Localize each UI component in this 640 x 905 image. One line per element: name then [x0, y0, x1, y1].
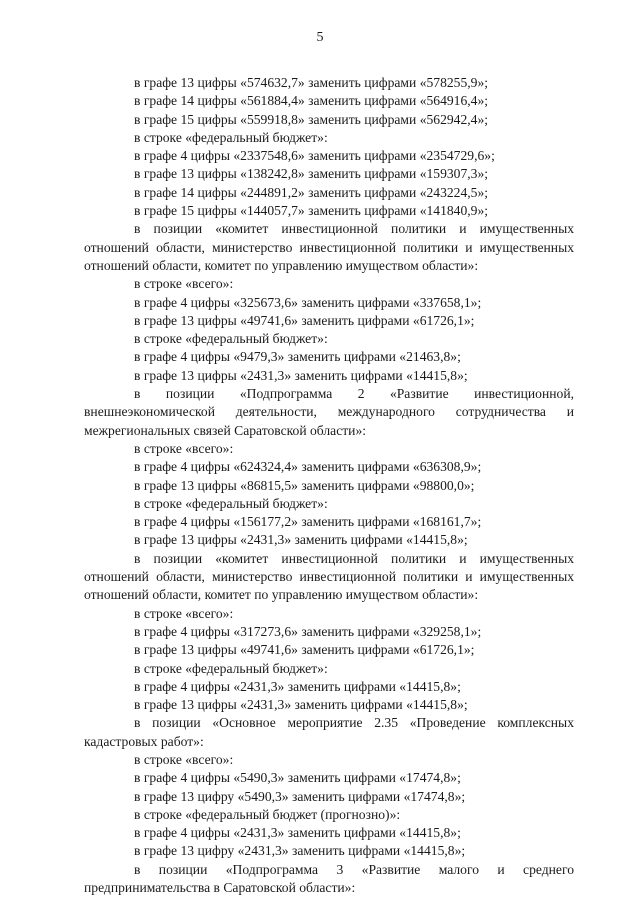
amendment-line: в графе 14 цифры «561884,4» заменить цифрами «564916,4»;: [134, 93, 489, 109]
amendment-line: в графе 4 цифры «2337548,6» заменить цифрами «2354729,6»;: [134, 148, 495, 164]
row-heading-line: в строке «федеральный бюджет»:: [134, 129, 328, 145]
amendment-line: в графе 13 цифры «574632,7» заменить цифрами «578255,9»;: [134, 75, 489, 90]
amendment-line: в графе 4 цифры «9479,3» заменить цифрами «21463,8»;: [134, 349, 461, 365]
row-heading-line: в строке «федеральный бюджет»:: [134, 331, 328, 347]
amendment-line: в графе 4 цифры «156177,2» заменить цифрами «168161,7»;: [134, 514, 482, 530]
amendment-line: в графе 4 цифры «325673,6» заменить цифрами «337658,1»;: [134, 294, 482, 310]
amendment-line: в графе 4 цифры «2431,3» заменить цифрами «14415,8»;: [134, 678, 461, 694]
amendment-line: в графе 4 цифры «317273,6» заменить цифрами «329258,1»;: [134, 623, 482, 639]
amendment-line: в графе 14 цифры «244891,2» заменить цифрами «243224,5»;: [134, 184, 489, 200]
amendment-line: в графе 15 цифры «144057,7» заменить цифрами «141840,9»;: [134, 203, 489, 219]
row-heading-line: в строке «всего»:: [134, 440, 234, 456]
amendment-line: в графе 13 цифры «138242,8» заменить цифрами «159307,3»;: [134, 166, 489, 182]
amendment-line: в графе 13 цифры «86815,5» заменить цифрами «98800,0»;: [134, 477, 475, 493]
amendment-line: в графе 13 цифры «2431,3» заменить цифрами «14415,8»;: [134, 697, 468, 713]
position-paragraph: в позиции «Основное мероприятие 2.35 «Проведение комплексных кадастровых работ»:: [84, 715, 574, 749]
row-heading-line: в строке «федеральный бюджет»:: [134, 495, 328, 511]
position-paragraph: в позиции «комитет инвестиционной политики и имущественных отношений области, министерство инвестиционной политики и имущественных отношений области, комитет по управлению имуществом области»:: [84, 221, 574, 273]
amendment-line: в графе 4 цифры «5490,3» заменить цифрами «17474,8»;: [134, 770, 461, 786]
position-paragraph: в позиции «комитет инвестиционной политики и имущественных отношений области, министерство инвестиционной политики и имущественных отношений области, комитет по управлению имуществом области»:: [84, 550, 574, 603]
page-number: 5: [316, 30, 324, 45]
amendment-line: в графе 13 цифры «2431,3» заменить цифрами «14415,8»;: [134, 532, 468, 548]
position-paragraph: в позиции «Подпрограмма 2 «Развитие инвестиционной, внешнеэкономической деятельности, международного сотрудничества и межрегиональных связей Саратовской области»:: [84, 386, 574, 438]
amendment-line: в графе 13 цифры «49741,6» заменить цифрами «61726,1»;: [134, 312, 475, 328]
row-heading-line: в строке «федеральный бюджет (прогнозно)»:: [134, 806, 401, 822]
amendment-line: в графе 13 цифры «2431,3» заменить цифрами «14415,8»;: [134, 367, 468, 383]
amendment-line: в графе 4 цифры «2431,3» заменить цифрами «14415,8»;: [134, 825, 461, 841]
amendment-line: в графе 13 цифру «5490,3» заменить цифрами «17474,8»;: [134, 788, 466, 804]
row-heading-line: в строке «всего»:: [134, 751, 234, 767]
document-body: [84, 74, 574, 897]
row-heading-line: в строке «всего»:: [134, 605, 234, 621]
amendment-line: в графе 13 цифру «2431,3» заменить цифрами «14415,8»;: [134, 843, 466, 859]
row-heading-line: в строке «федеральный бюджет»:: [134, 660, 328, 676]
amendment-line: в графе 15 цифры «559918,8» заменить цифрами «562942,4»;: [134, 111, 489, 127]
amendment-line: в графе 13 цифры «49741,6» заменить цифрами «61726,1»;: [134, 642, 475, 658]
amendment-line: в графе 4 цифры «624324,4» заменить цифрами «636308,9»;: [134, 459, 482, 475]
position-paragraph: в позиции «Подпрограмма 3 «Развитие малого и среднего предпринимательства в Саратовской области»:: [84, 861, 574, 896]
row-heading-line: в строке «всего»:: [134, 276, 234, 292]
